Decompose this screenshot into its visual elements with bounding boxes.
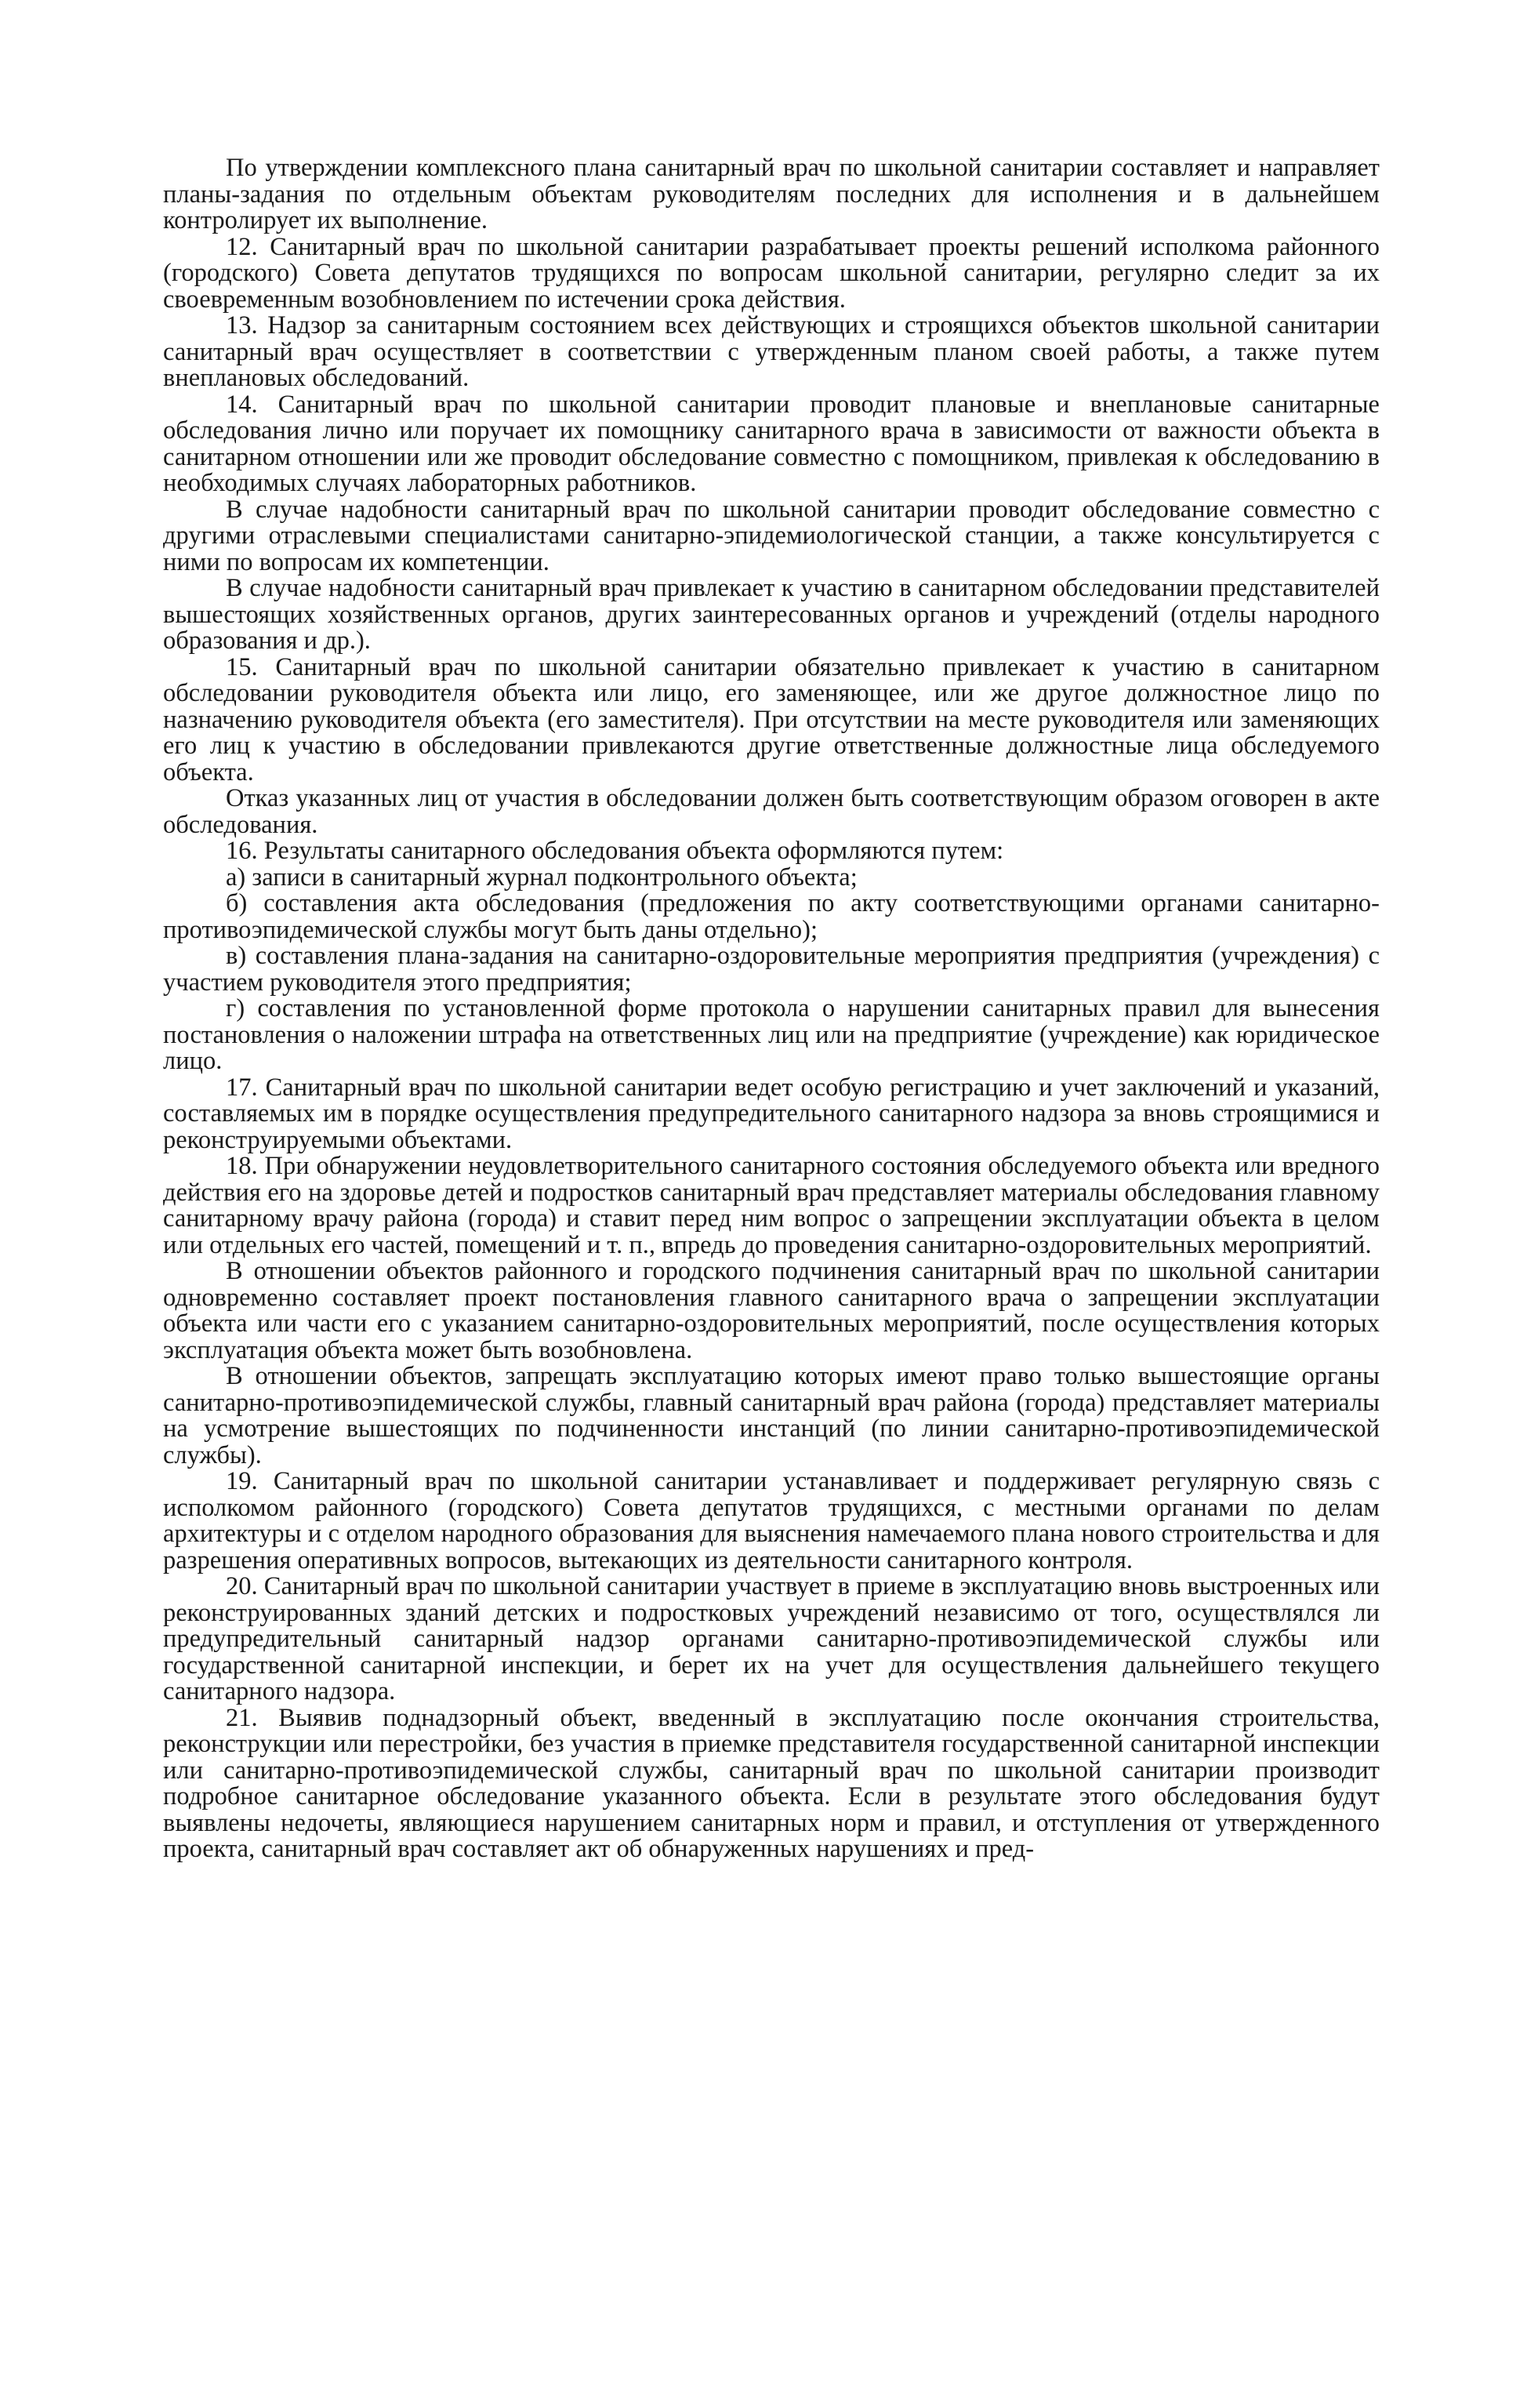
paragraph: 14. Санитарный врач по школьной санитарии проводит плановые и внеплановые санитарные обследования лично или поручает их помощнику санитарного врача в зависимости от важности объекта в санитарном отношении или же проводит обследование совместно с помощником, привлекая к обследованию в необходимых случаях лабораторных работников. <box>163 390 1380 497</box>
paragraph: 19. Санитарный врач по школьной санитарии устанавливает и поддерживает регулярную связь с исполкомом районного (городского) Совета депутатов трудящихся, с местными органами по делам архитектуры и с отделом народного образования для выяснения намечаемого плана нового строительства и для разрешения оперативных вопросов, вытекающих из деятельности санитарного контроля. <box>163 1467 1380 1574</box>
paragraph: В случае надобности санитарный врач привлекает к участию в санитарном обследовании представителей вышестоящих хозяйственных органов, других заинтересованных органов и учреждений (отделы народного образования и др.). <box>163 574 1380 655</box>
paragraph: В отношении объектов, запрещать эксплуатацию которых имеют право только вышестоящие органы санитарно-противоэпидемической службы, главный санитарный врач района (города) представляет материалы на усмотрение вышестоящих по подчиненности инстанций (по линии санитарно-противоэпидемической службы). <box>163 1362 1380 1469</box>
paragraph: 16. Результаты санитарного обследования объекта оформляются путем: <box>226 837 1004 865</box>
paragraph: 21. Выявив поднадзорный объект, введенный в эксплуатацию после окончания строительства, реконструкции или перестройки, без участия в приемке представителя государственной санитарной инспекции или санитарно-противоэпидемической службы, санитарный врач по школьной санитарии производит подробное санитарное обследование указанного объекта. Если в результате этого обследования будут выявлены недочеты, являющиеся нарушением санитарных норм и правил, и отступления от утвержденного проекта, санитарный врач составляет акт об обнаруженных нарушениях и пред- <box>163 1703 1380 1863</box>
document-body <box>163 155 1380 1863</box>
paragraph: 20. Санитарный врач по школьной санитарии участвует в приеме в эксплуатацию вновь выстроенных или реконструированных зданий детских и подростковых учреждений независимо от того, осуществлялся ли предупредительный санитарный надзор органами санитарно-противоэпидемической службы или государственной санитарной инспекции, и берет их на учет для осуществления дальнейшего текущего санитарного надзора. <box>163 1572 1380 1705</box>
paragraph: 13. Надзор за санитарным состоянием всех действующих и строящихся объектов школьной санитарии санитарный врач осуществляет в соответствии с утвержденным планом своей работы, а также путем внеплановых обследований. <box>163 311 1380 392</box>
list-item: б) составления акта обследования (предложения по акту соответствующими органами санитарно-противоэпидемической службы могут быть даны отдельно); <box>163 889 1380 944</box>
paragraph: 15. Санитарный врач по школьной санитарии обязательно привлекает к участию в санитарном обследовании руководителя объекта или лицо, его заменяющее, или же другое должностное лицо по назначению руководителя объекта (его заместителя). При отсутствии на месте руководителя или заменяющих его лиц к участию в обследовании привлекаются другие ответственные должностные лица обследуемого объекта. <box>163 652 1380 786</box>
paragraph: Отказ указанных лиц от участия в обследовании должен быть соответствующим образом оговорен в акте обследования. <box>163 784 1380 839</box>
paragraph: В отношении объектов районного и городского подчинения санитарный врач по школьной санитарии одновременно составляет проект постановления главного санитарного врача о запрещении эксплуатации объекта или части его с указанием санитарно-оздоровительных мероприятий, после осуществления которых эксплуатация объекта может быть возобновлена. <box>163 1257 1380 1364</box>
paragraph: По утверждении комплексного плана санитарный врач по школьной санитарии составляет и направляет планы-задания по отдельным объектам руководителям последних для исполнения и в дальнейшем контролирует их выполнение. <box>163 154 1380 234</box>
list-item: в) составления плана-задания на санитарно-оздоровительные мероприятия предприятия (учреждения) с участием руководителя этого предприятия; <box>163 942 1380 997</box>
list-item: а) записи в санитарный журнал подконтрольного объекта; <box>226 863 858 892</box>
paragraph: 17. Санитарный врач по школьной санитарии ведет особую регистрацию и учет заключений и указаний, составляемых им в порядке осуществления предупредительного санитарного надзора за вновь строящимися и реконструируемыми объектами. <box>163 1073 1380 1154</box>
paragraph: В случае надобности санитарный врач по школьной санитарии проводит обследование совместно с другими отраслевыми специалистами санитарно-эпидемиологической станции, а также консультируется с ними по вопросам их компетенции. <box>163 495 1380 576</box>
paragraph: 12. Санитарный врач по школьной санитарии разрабатывает проекты решений исполкома районного (городского) Совета депутатов трудящихся по вопросам школьной санитарии, регулярно следит за их своевременным возобновлением по истечении срока действия. <box>163 232 1380 314</box>
paragraph: 18. При обнаружении неудовлетворительного санитарного состояния обследуемого объекта или вредного действия его на здоровье детей и подростков санитарный врач представляет материалы обследования главному санитарному врачу района (города) и ставит перед ним вопрос о запрещении эксплуатации объекта в целом или отдельных его частей, помещений и т. п., впредь до проведения санитарно-оздоровительных мероприятий. <box>163 1152 1380 1259</box>
list-item: г) составления по установленной форме протокола о нарушении санитарных правил для вынесения постановления о наложении штрафа на ответственных лиц или на предприятие (учреждение) как юридическое лицо. <box>163 994 1380 1075</box>
